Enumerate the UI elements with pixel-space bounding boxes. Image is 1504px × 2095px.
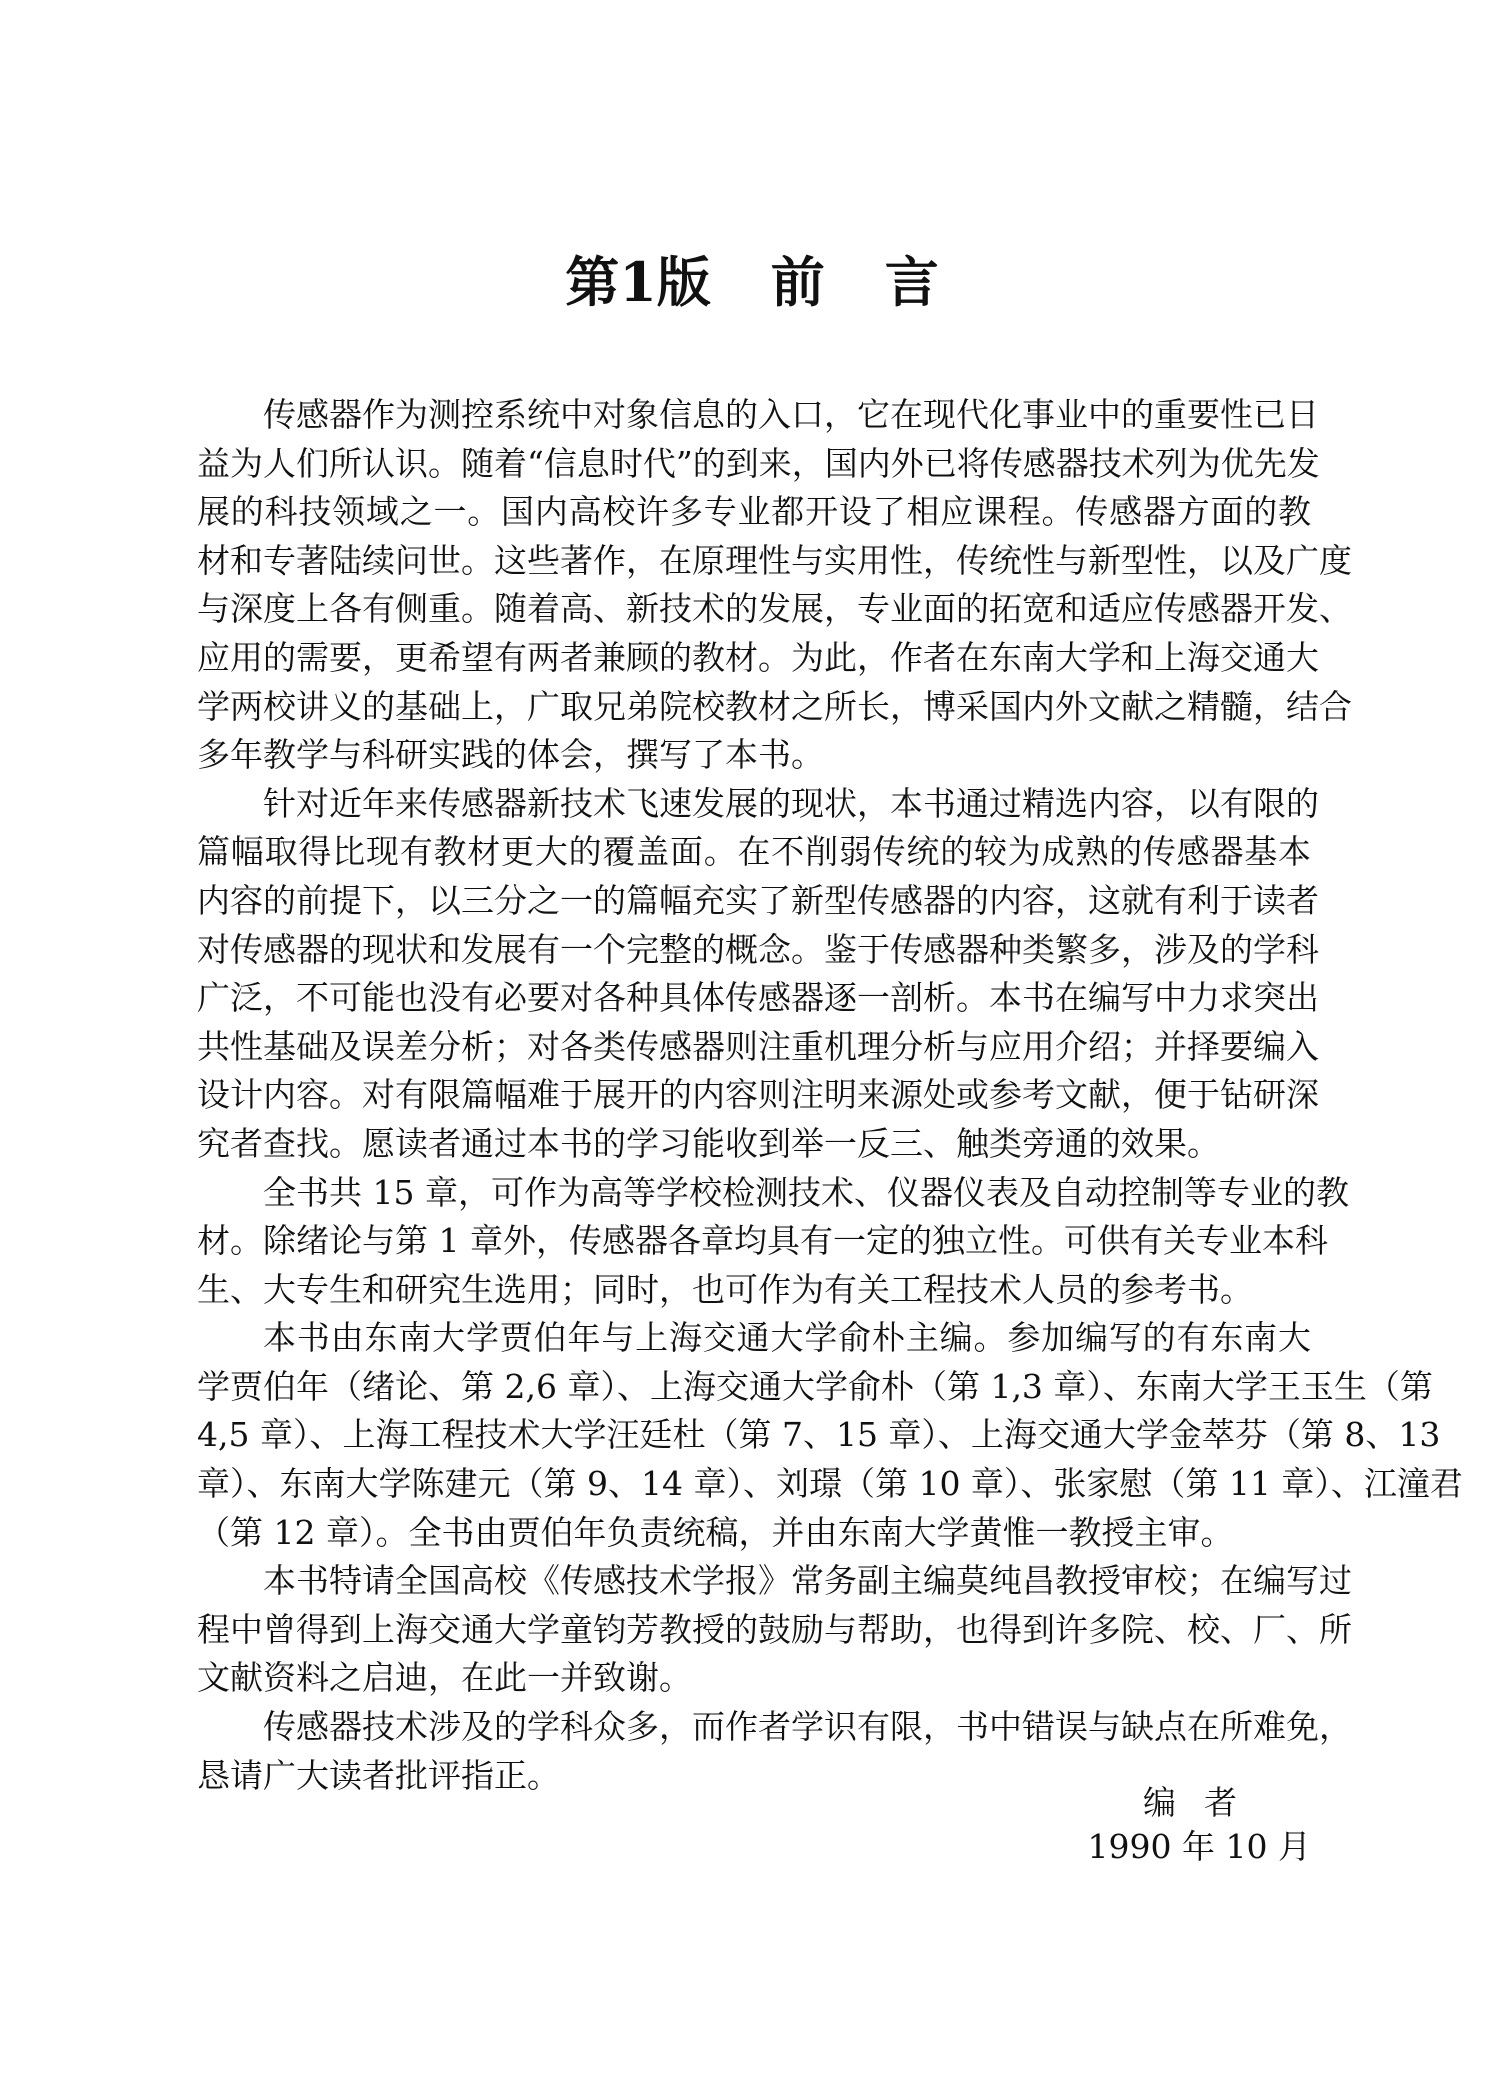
text-line: 应用的需要，更希望有两者兼顾的教材。为此，作者在东南大学和上海交通大 [197, 637, 1319, 677]
text-line: 本书由东南大学贾伯年与上海交通大学俞朴主编。参加编写的有东南大 [263, 1318, 1311, 1358]
text-line: 多年教学与科研实践的体会，撰写了本书。 [197, 735, 824, 775]
page-title [0, 248, 1504, 316]
text-line: 本书特请全国高校《传感技术学报》常务副主编莫纯昌教授审校；在编写过 [263, 1561, 1352, 1601]
text-line: 对传感器的现状和发展有一个完整的概念。鉴于传感器种类繁多，涉及的学科 [197, 929, 1319, 969]
title-word-1: 前 [770, 250, 825, 314]
text-line: 材。除绪论与第 1 章外，传感器各章均具有一定的独立性。可供有关专业本科 [197, 1221, 1328, 1261]
title-edition: 第1版 [565, 250, 711, 314]
paragraph [197, 1557, 1352, 1703]
text-line: 恳请广大读者批评指正。 [197, 1755, 560, 1795]
paragraph [197, 780, 1319, 1169]
text-line: 针对近年来传感器新技术飞速发展的现状，本书通过精选内容，以有限的 [263, 783, 1319, 823]
text-line: 传感器作为测控系统中对象信息的入口，它在现代化事业中的重要性已日 [263, 395, 1319, 434]
text-line: 全书共 15 章，可作为高等学校检测技术、仪器仪表及自动控制等专业的教 [263, 1172, 1349, 1212]
text-line: 展的科技领域之一。国内高校许多专业都开设了相应课程。传感器方面的教 [197, 492, 1311, 532]
text-line: 程中曾得到上海交通大学童钧芳教授的鼓励与帮助，也得到许多院、校、厂、所 [197, 1609, 1352, 1649]
signature-date: 1990 年 10 月 [1087, 1827, 1311, 1866]
text-line: 广泛，不可能也没有必要对各种具体传感器逐一剖析。本书在编写中力求突出 [197, 978, 1319, 1018]
paragraph [197, 1169, 1349, 1315]
text-line: 传感器技术涉及的学科众多，而作者学识有限，书中错误与缺点在所难免， [263, 1707, 1352, 1747]
preface-body [197, 391, 1463, 1800]
text-line: 共性基础及误差分析；对各类传感器则注重机理分析与应用介绍；并择要编入 [197, 1026, 1319, 1066]
title-word-2: 言 [884, 250, 939, 314]
text-line: 学贾伯年（绪论、第 2,6 章）、上海交通大学俞朴（第 1,3 章）、东南大学王玉生（第 [197, 1366, 1433, 1406]
text-line: 设计内容。对有限篇幅难于展开的内容则注明来源处或参考文献，便于钻研深 [197, 1075, 1319, 1115]
signature-author: 编者 [1143, 1783, 1265, 1822]
text-line: 益为人们所认识。随着“信息时代”的到来，国内外已将传感器技术列为优先发 [197, 443, 1320, 483]
text-line: 与深度上各有侧重。随着高、新技术的发展，专业面的拓宽和适应传感器开发、 [197, 589, 1352, 629]
text-line: 章）、东南大学陈建元（第 9、14 章）、刘璟（第 10 章）、张家慰（第 11 章）、江潼君 [197, 1464, 1463, 1504]
text-line: 材和专著陆续问世。这些著作，在原理性与实用性，传统性与新型性，以及广度 [197, 540, 1352, 580]
paragraph [197, 391, 1352, 780]
paragraph [197, 1314, 1463, 1557]
text-line: 篇幅取得比现有教材更大的覆盖面。在不削弱传统的较为成熟的传感器基本 [197, 832, 1311, 872]
text-line: 内容的前提下，以三分之一的篇幅充实了新型传感器的内容，这就有利于读者 [197, 880, 1319, 920]
text-line: 究者查找。愿读者通过本书的学习能收到举一反三、触类旁通的效果。 [197, 1123, 1220, 1163]
text-line: （第 12 章）。全书由贾伯年负责统稿，并由东南大学黄惟一教授主审。 [197, 1512, 1234, 1552]
text-line: 学两校讲义的基础上，广取兄弟院校教材之所长，博采国内外文献之精髓，结合 [197, 686, 1352, 726]
text-line: 生、大专生和研究生选用；同时，也可作为有关工程技术人员的参考书。 [197, 1269, 1253, 1309]
text-line: 文献资料之启迪，在此一并致谢。 [197, 1658, 692, 1698]
text-line: 4,5 章）、上海工程技术大学汪廷杜（第 7、15 章）、上海交通大学金萃芬（第 8、13 [197, 1415, 1441, 1455]
